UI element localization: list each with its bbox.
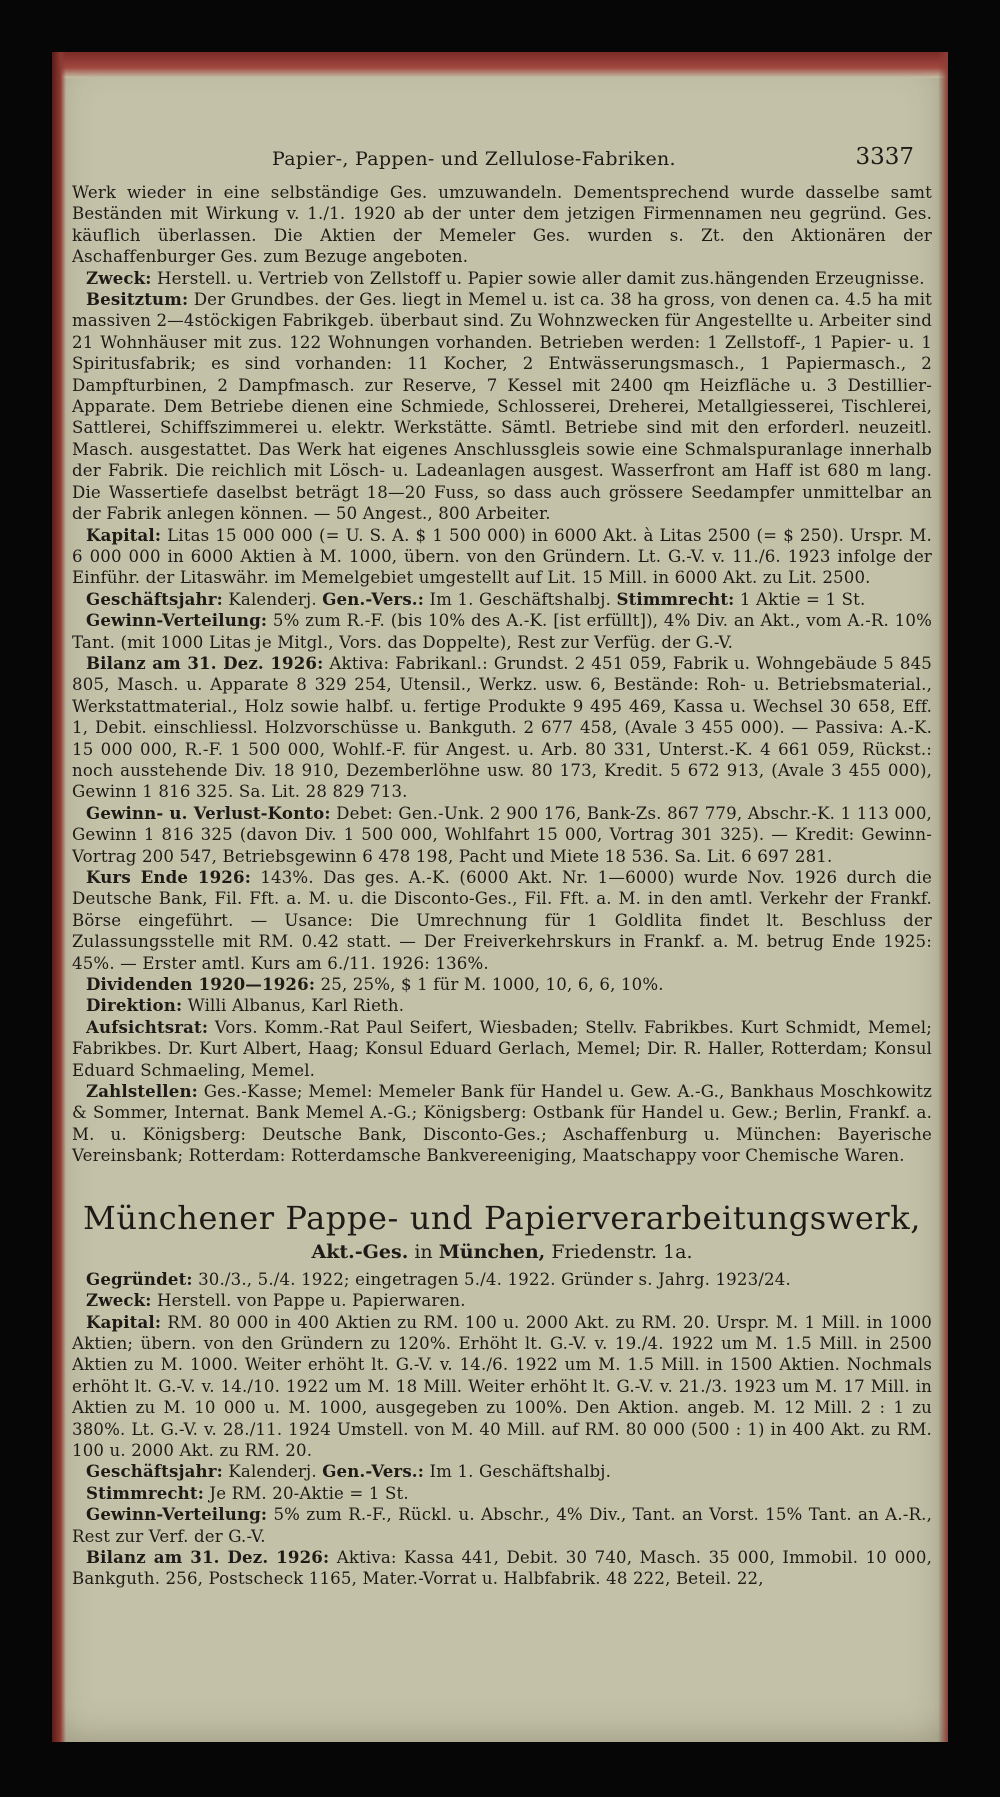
entry-gewinn-verteilung-2: Gewinn-Verteilung: 5% zum R.-F., Rückl. u. Abschr., 4% Div., Tant. an Vorst. 15% Tant. an A.-R., Rest zur Verf. der G.-V. xyxy=(72,1504,932,1546)
binding-edge-left xyxy=(52,52,66,1742)
entry-kurs: Kurs Ende 1926: 143%. Das ges. A.-K. (6000 Akt. Nr. 1—6000) wurde Nov. 1926 durch die Deutsche Bank, Fil. Fft. a. M. u. die Disconto-Ges., Fil. Fft. a. M. in den amtl. Verkehr der Frankf. Börse eingeführt. — Usance: Die Umrechnung für 1 Goldlita findet lt. Beschluss der Zulassungsstelle mit RM. 0.42 statt. — Der Freiverkehrskurs in Frankf. a. M. betrug Ende 1925: 45%. — Erster amtl. Kurs am 6./11. 1926: 136%. xyxy=(72,867,932,973)
entry-geschaeftsjahr: Geschäftsjahr: Kalenderj. Gen.-Vers.: Im 1. Geschäftshalbj. Stimmrecht: 1 Aktie = 1 St. xyxy=(86,588,866,609)
entry-aufsichtsrat: Aufsichtsrat: Vors. Komm.-Rat Paul Seifert, Wiesbaden; Stellv. Fabrikbes. Kurt Schmidt, Memel; Fabrikbes. Dr. Kurt Albert, Haag; Konsul Eduard Gerlach, Memel; Dir. R. Haller, Rotterdam; Konsul Eduard Schmaeling, Memel. xyxy=(72,1016,932,1080)
entry-zweck-2: Zweck: Herstell. von Pappe u. Papierwaren. xyxy=(86,1290,466,1311)
entry-dividenden: Dividenden 1920—1926: 25, 25%, $ 1 für M. 1000, 10, 6, 6, 10%. xyxy=(86,974,664,995)
entry-stimmrecht-2: Stimmrecht: Je RM. 20-Aktie = 1 St. xyxy=(86,1482,409,1503)
company-subheading: Akt.-Ges. in München, Friedenstr. 1a. xyxy=(311,1240,693,1263)
binding-edge-right xyxy=(938,52,948,1742)
entry-gewinn-verteilung: Gewinn-Verteilung: 5% zum R.-F. (bis 10% des A.-K. [ist erfüllt]), 4% Div. an Akt., vom A.-R. 10% Tant. (mit 1000 Litas je Mitgl., Vors. das Doppelte), Rest zur Verfüg. der G.-V. xyxy=(72,610,932,652)
entry-memeler-zellstoff xyxy=(72,182,932,1167)
entry-zahlstellen: Zahlstellen: Ges.-Kasse; Memel: Memeler Bank für Handel u. Gew. A.-G., Bankhaus Moschkowitz & Sommer, Internat. Bank Memel A.-G.; Königsberg: Ostbank für Handel u. Gew.; Berlin, Frankf. a. M. u. Königsberg: Deutsche Bank, Disconto-Ges.; Aschaffenburg u. München: Bayerische Vereinsbank; Rotterdam: Rotterdamsche Bankvereeniging, Maatschappy voor Chemische Waren. xyxy=(72,1081,932,1166)
entry-kapital-2: Kapital: RM. 80 000 in 400 Aktien zu RM. 100 u. 2000 Akt. zu RM. 20. Urspr. M. 1 Mill. in 1000 Aktien; übern. von den Gründern zu 120%. Erhöht lt. G.-V. v. 19./4. 1922 um M. 1.5 Mill. in 2500 Aktien zu M. 1000. Weiter erhöht lt. G.-V. v. 14./6. 1922 um M. 1.5 Mill. in 1500 Aktien. Nochmals erhöht lt. G.-V. v. 14./10. 1922 um M. 18 Mill. Weiter erhöht lt. G.-V. v. 21./3. 1923 um M. 17 Mill. in Aktien zu M. 10 000 u. M. 1000, ausgegeben zu 100%. Den Aktion. angeb. M. 12 Mill. 2 : 1 zu 380%. Lt. G.-V. v. 28./11. 1924 Umstell. von M. 40 Mill. auf RM. 80 000 (500 : 1) in 400 Akt. zu RM. 100 u. 2000 Akt. zu RM. 20. xyxy=(72,1311,932,1460)
binding-edge-top xyxy=(52,52,948,78)
entry-bilanz-2: Bilanz am 31. Dez. 1926: Aktiva: Kassa 441, Debit. 30 740, Masch. 35 000, Immobil. 10 000, Bankguth. 256, Postscheck 1165, Mater.-Vorrat u. Halbfabrik. 48 222, Beteil. 22, xyxy=(72,1546,932,1589)
entry-gegruendet: Gegründet: 30./3., 5./4. 1922; eingetragen 5./4. 1922. Gründer s. Jahrg. 1923/24. xyxy=(86,1268,791,1289)
running-head xyxy=(72,144,932,182)
entry-geschaeftsjahr-2: Geschäftsjahr: Kalenderj. Gen.-Vers.: Im 1. Geschäftshalbj. xyxy=(86,1461,611,1482)
company-heading: Münchener Pappe- und Papierverarbeitungswerk, xyxy=(82,1198,922,1237)
entry-direktion: Direktion: Willi Albanus, Karl Rieth. xyxy=(86,995,405,1016)
entry-besitztum: Besitztum: Der Grundbes. der Ges. liegt in Memel u. ist ca. 38 ha gross, von denen ca. 4.5 ha mit massiven 2—4stöckigen Fabrikgeb. überbaut sind. Zu Wohnzwecken für Angestellte u. Arbeiter sind 21 Wohnhäuser mit zus. 122 Wohnungen vorhanden. Betrieben werden: 1 Zellstoff-, 1 Papier- u. 1 Spiritusfabrik; es sind vorhanden: 11 Kocher, 2 Entwässerungsmasch., 1 Papiermasch., 2 Dampfturbinen, 2 Dampfmasch. zur Reserve, 7 Kessel mit 2400 qm Heizfläche u. 3 Destillier-Apparate. Dem Betriebe dienen eine Schmiede, Schlosserei, Dreherei, Metallgiesserei, Tischlerei, Sattlerei, Schiffszimmerei u. elektr. Werkstätte. Sämtl. Betriebe sind mit den erforderl. neuzeitl. Masch. ausgestattet. Das Werk hat eigenes Anschlussgleis sowie eine Schmalspuranlage innerhalb der Fabrik. Die reichlich mit Lösch- u. Ladeanlagen ausgest. Wasserfront am Haff ist 680 m lang. Die Wassertiefe daselbst beträgt 18—20 Fuss, so dass auch grössere Seedampfer unmittelbar an der Fabrik anlegen können. — 50 Angest., 800 Arbeiter. xyxy=(72,289,932,524)
book-page xyxy=(52,52,948,1742)
entry-kapital: Kapital: Litas 15 000 000 (= U. S. A. $ 1 500 000) in 6000 Akt. à Litas 2500 (= $ 250). Urspr. M. 6 000 000 in 6000 Aktien à M. 1000, übern. von den Gründern. Lt. G.-V. v. 11./6. 1923 infolge der Einführ. der Litaswähr. im Memelgebiet umgestellt auf Lit. 15 Mill. in 6000 Akt. zu Lit. 2500. xyxy=(72,524,932,588)
page-number: 3337 xyxy=(855,144,914,170)
entry-gewinn-verlust: Gewinn- u. Verlust-Konto: Debet: Gen.-Unk. 2 900 176, Bank-Zs. 867 779, Abschr.-K. 1 113 000, Gewinn 1 816 325 (davon Div. 1 500 000, Wohlfahrt 15 000, Vortrag 301 325). — Kredit: Gewinn-Vortrag 200 547, Betriebsgewinn 6 478 198, Pacht und Miete 18 536. Sa. Lit. 6 697 281. xyxy=(72,802,932,866)
running-head-title: Papier-, Pappen- und Zellulose-Fabriken. xyxy=(272,148,676,170)
entry-muenchener-pappe xyxy=(72,1269,932,1590)
entry-zweck: Zweck: Herstell. u. Vertrieb von Zellstoff u. Papier sowie aller damit zus.hängenden Erzeugnisse. xyxy=(86,267,925,288)
page-content xyxy=(72,144,932,1590)
entry-bilanz: Bilanz am 31. Dez. 1926: Aktiva: Fabrikanl.: Grundst. 2 451 059, Fabrik u. Wohngebäude 5 845 805, Masch. u. Apparate 8 329 254, Utensil., Werkz. usw. 6, Bestände: Roh- u. Betriebsmaterial., Werkstattmaterial., Holz sowie halbf. u. fertige Produkte 9 495 469, Kassa u. Wechsel 30 658, Eff. 1, Debit. einschliessl. Holzvorschüsse u. Bankguth. 2 677 458, (Avale 3 455 000). — Passiva: A.-K. 15 000 000, R.-F. 1 500 000, Wohlf.-F. für Angest. u. Arb. 80 331, Unterst.-K. 4 661 059, Rückst.: noch ausstehende Div. 18 910, Dezemberlöhne usw. 80 173, Kredit. 5 672 913, (Avale 3 455 000), Gewinn 1 816 325. Sa. Lit. 28 829 713. xyxy=(72,652,932,802)
entry-intro: Werk wieder in eine selbständige Ges. umzuwandeln. Dementsprechend wurde dasselbe samt Beständen mit Wirkung v. 1./1. 1920 ab der unter dem jetzigen Firmennamen neu gegründ. Ges. käuflich überlassen. Die Aktien der Memeler Ges. wurden s. Zt. den Aktionären der Aschaffenburger Ges. zum Bezuge angeboten. xyxy=(72,183,932,267)
